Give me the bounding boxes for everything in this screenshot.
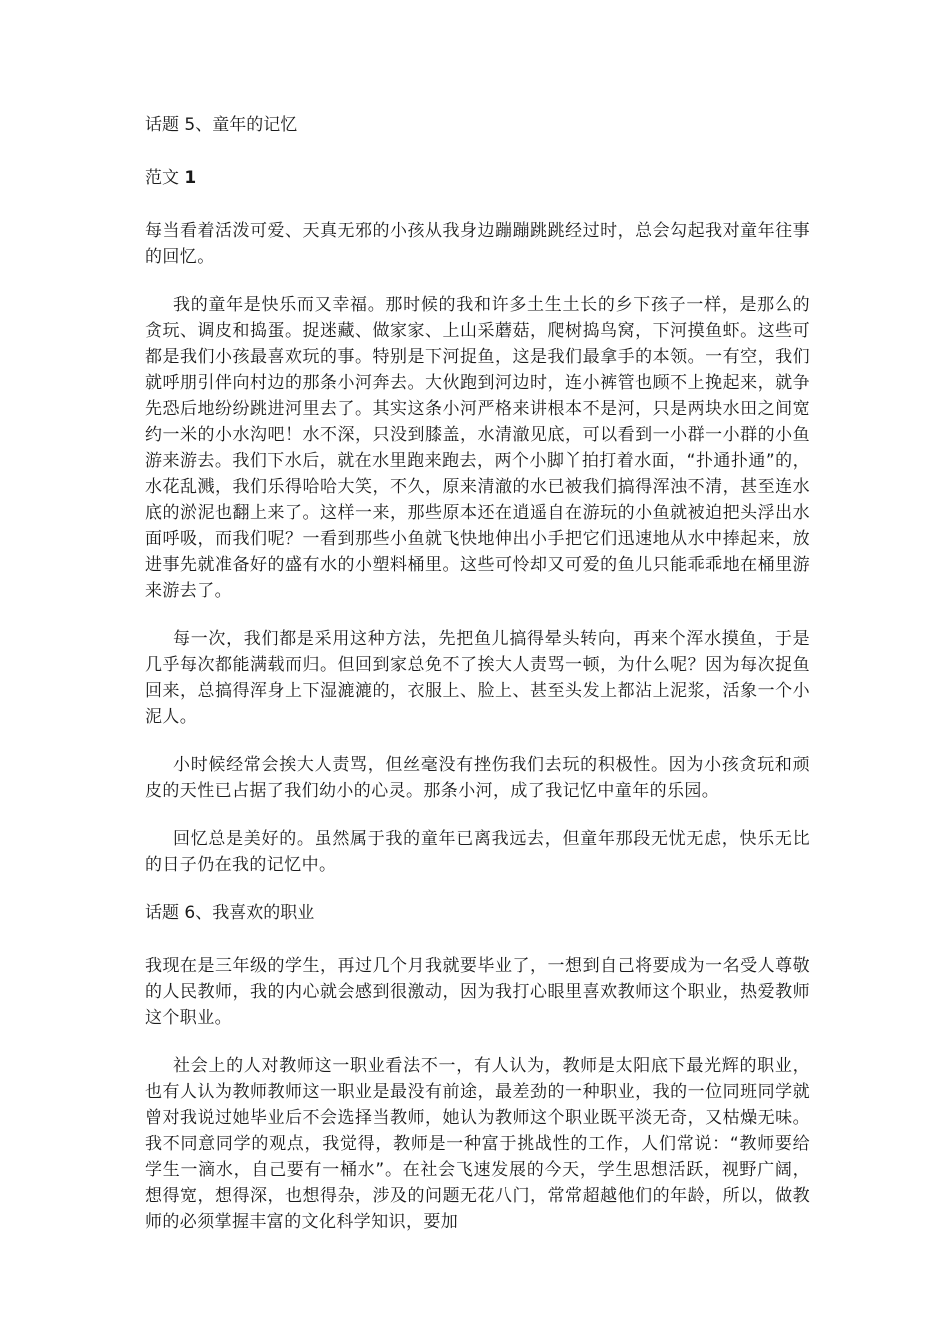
topic-5-paragraph: 我的童年是快乐而又幸福。那时候的我和许多土生土长的乡下孩子一样，是那么的贪玩、调皮和捣蛋。捉迷藏、做家家、上山采蘑菇，爬树捣鸟窝，下河摸鱼虾。这些可都是我们小孩最喜欢玩的事。特别是下河捉鱼，这是我们最拿手的本领。一有空，我们就呼朋引伴向村边的那条小河奔去。大伙跑到河边时，连小裤管也顾不上挽起来，就争先恐后地纷纷跳进河里去了。其实这条小河严格来讲根本不是河，只是两块水田之间宽约一米的小水沟吧！水不深，只没到膝盖，水清澈见底，可以看到一小群一小群的小鱼游来游去。我们下水后，就在水里跑来跑去，两个小脚丫拍打着水面，“扑通扑通”的，水花乱溅，我们乐得哈哈大笑，不久，原来清澈的水已被我们搞得浑浊不清，甚至连水底的淤泥也翻上来了。这样一来，那些原本还在逍遥自在游玩的小鱼就被迫把头浮出水面呼吸，而我们呢？一看到那些小鱼就飞快地伸出小手把它们迅速地从水中捧起来，放进事先就准备好的盛有水的小塑料桶里。这些可怜却又可爱的鱼儿只能乖乖地在桶里游来游去了。	[145, 295, 810, 601]
sample-essay-prefix: 范文	[145, 168, 179, 188]
topic-5-paragraph: 小时候经常会挨大人责骂，但丝毫没有挫伤我们去玩的积极性。因为小孩贪玩和顽皮的天性已占据了我们幼小的心灵。那条小河，成了我记忆中童年的乐园。	[145, 755, 810, 801]
topic-5-paragraph: 每一次，我们都是采用这种方法，先把鱼儿搞得晕头转向，再来个浑水摸鱼，于是几乎每次都能满载而归。但回到家总免不了挨大人责骂一顿，为什么呢？因为每次捉鱼回来，总搞得浑身上下湿漉漉的，衣服上、脸上、甚至头发上都沾上泥浆，活象一个小泥人。	[145, 629, 810, 727]
document-page	[145, 112, 810, 1257]
sample-essay-label	[145, 165, 810, 191]
topic-5-paragraph: 回忆总是美好的。虽然属于我的童年已离我远去，但童年那段无忧无虑，快乐无比的日子仍在我的记忆中。	[145, 829, 810, 875]
topic-5-title: 话题 5、童年的记忆	[145, 115, 298, 135]
sample-essay-number: 1	[184, 168, 197, 188]
topic-6-paragraph: 社会上的人对教师这一职业看法不一，有人认为，教师是太阳底下最光辉的职业，也有人认为教师教师这一职业是最没有前途，最差劲的一种职业，我的一位同班同学就曾对我说过她毕业后不会选择当教师，她认为教师这个职业既平淡无奇，又枯燥无味。我不同意同学的观点，我觉得，教师是一种富于挑战性的工作，人们常说：“教师要给学生一滴水，自己要有一桶水”。在社会飞速发展的今天，学生思想活跃，视野广阔，想得宽，想得深，也想得杂，涉及的问题无花八门，常常超越他们的年龄，所以，做教师的必须掌握丰富的文化科学知识，要加	[145, 1056, 810, 1232]
topic-6-paragraph: 我现在是三年级的学生，再过几个月我就要毕业了，一想到自己将要成为一名受人尊敬的人民教师，我的内心就会感到很激动，因为我打心眼里喜欢教师这个职业，热爱教师这个职业。	[145, 956, 810, 1028]
topic-5-paragraph: 每当看着活泼可爱、天真无邪的小孩从我身边蹦蹦跳跳经过时，总会勾起我对童年往事的回忆。	[145, 221, 810, 267]
topic-6-title: 话题 6、我喜欢的职业	[145, 903, 315, 923]
